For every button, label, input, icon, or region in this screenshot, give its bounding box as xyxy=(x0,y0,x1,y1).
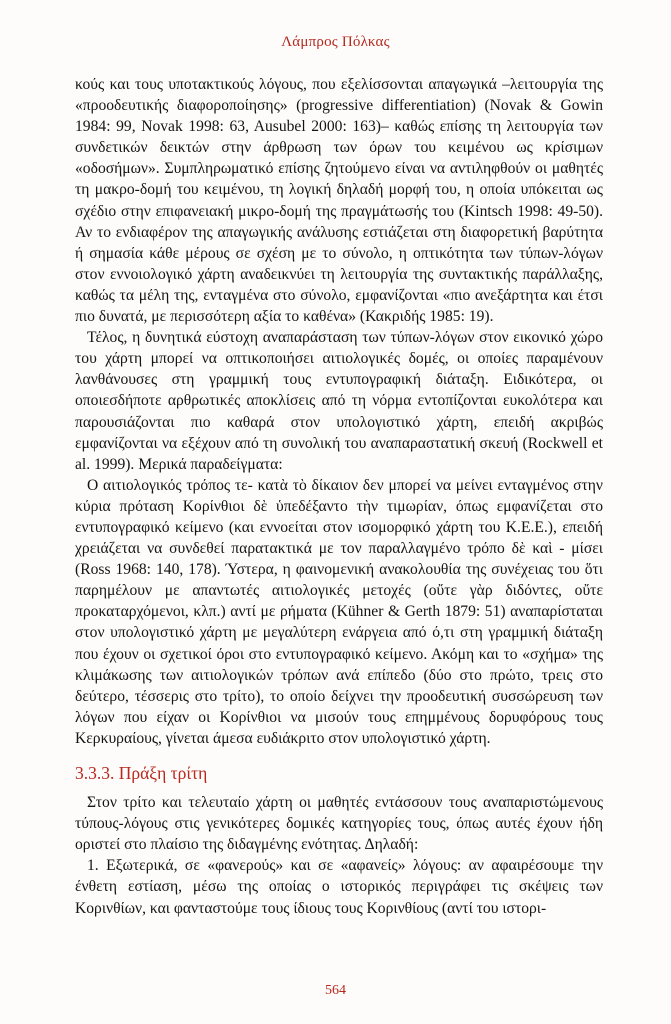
section-heading: 3.3.3. Πράξη τρίτη xyxy=(75,763,208,783)
paragraph: Ο αιτιολογικός τρόπος τε- κατὰ τὸ δίκαιον δεν μπορεί να μείνει ενταγμένος στην κύρια πρόταση Κορίνθιοι δὲ ὑπεδέξαντο τὴν τιμωρίαν, όπως εμφανίζεται στο εντυπογραφικό κείμενο (και εννοείται στον ισομορφικό χάρτη του Κ.Ε.Ε.), επειδή χρειάζεται να συνδεθεί παρατακτικά με τον παραλλαγμένο τρόπο δὲ καὶ - μίσει (Ross 1968: 140, 178). Ύστερα, η φαινομενική ανακολουθία της συνέχειας του ὅτι παρημέλουν με απαντωτές αιτιολογικές μετοχές (οὔτε γὰρ διδόντες, οὔτε προκαταρχόμενοι, κλπ.) αντί με ρήματα (Kühner & Gerth 1879: 51) αναπαρίσταται στον υπολογιστικό χάρτη με μεγαλύτερη ενάργεια από ό,τι στη γραμμική διάταξη που έχουν οι σχετικοί όροι στο εντυπογραφικό κείμενο. Ακόμη και το «σχήμα» της κλιμάκωσης των αιτιολογικών τρόπων ανά επίπεδο (δύο στο πρώτο, τρεις στο δεύτερο, τέσσερις στο τρίτο), το οποίο δείχνει την προοδευτική συσσώρευση των λόγων που είχαν οι Κορίνθιοι να μισούν τους επημμένους δορυφόρους τους Κερκυραίους, γίνεται άμεσα ευδιάκριτο στον υπολογιστικό χάρτη. xyxy=(75,476,603,747)
paragraph: 1. Εξωτερικά, σε «φανερούς» και σε «αφανείς» λόγους: αν αφαιρέσουμε την ένθετη εστίαση, μέσω της οποίας ο ιστορικός περιγράφει τις σκέψεις των Κορινθίων, και φανταστούμε τους ίδιους τους Κορινθίους (αντί του ιστορι- xyxy=(75,857,603,917)
paragraph: κούς και τους υποτακτικούς λόγους, που εξελίσσονται απαγωγικά –λειτουργία της «προοδευτικής διαφοροποίησης» (progressive differentiation) (Novak & Gowin 1984: 99, Novak 1998: 63, Ausubel 2000: 163)– καθώς επίσης τη λειτουργία των συνδετικών δεικτών στην άρθρωση των όρων του κειμένου ως κρίσιμων «οδοσήμων». Συμπληρωματικό επίσης ζητούμενο είναι να αντιληφθούν οι μαθητές τη μακρο-δομή του κειμένου, τη λογική δηλαδή μορφή του, η οποία υπόκειται ως σχέδιο στην επιφανειακή μικρο-δομή της πραγμάτωσής του (Kintsch 1998: 49-50). Αν το ενδιαφέρον της απαγωγικής ανάλυσης εστιάζεται στη διαφορετική βαρύτητα ή σημασία κάθε μέρους σε σχέση με το σύνολο, η οπτικότητα των τύπων-λόγων στον εννοιολογικό χάρτη αναδεικνύει τη λειτουργία της συντακτικής παράλλαξης, καθώς τα μέλη της, ενταγμένα στο σύνολο, εμφανίζονται «πιο ανεξάρτητα και έτσι πιο δυνατά, με περισσότερη αξία το καθένα» (Κακριδής 1985: 19). xyxy=(75,76,603,326)
paragraph: Στον τρίτο και τελευταίο χάρτη οι μαθητές εντάσσουν τους αναπαριστώμενους τύπους-λόγους στις γενικότερες δομικές κατηγορίες τους, όπως αυτές έχουν ήδη οριστεί στο πλαίσιο της διδαγμένης ενότητας. Δηλαδή: xyxy=(75,794,603,854)
paragraph: Τέλος, η δυνητικά εύστοχη αναπαράσταση των τύπων-λόγων στον εικονικό χώρο του χάρτη μπορεί να οπτικοποιήσει αιτιολογικές δομές, οι οποίες παραμένουν λανθάνουσες στη γραμμική τους εντυπογραφική διάταξη. Ειδικότερα, οι οποιεσδήποτε αρθρωτικές αποκλίσεις από τη νόρμα εντοπίζονται ευκολότερα και παρουσιάζονται πιο καθαρά στον υπολογιστικό χάρτη, επειδή ακριβώς εμφανίζονται να εξέχουν από τη συνολική του αναπαραστατική σκευή (Rockwell et al. 1999). Μερικά παραδείγματα: xyxy=(75,329,603,473)
body-text xyxy=(75,74,603,919)
running-head: Λάμπρος Πόλκας xyxy=(281,34,390,50)
page-number: 564 xyxy=(325,983,346,998)
